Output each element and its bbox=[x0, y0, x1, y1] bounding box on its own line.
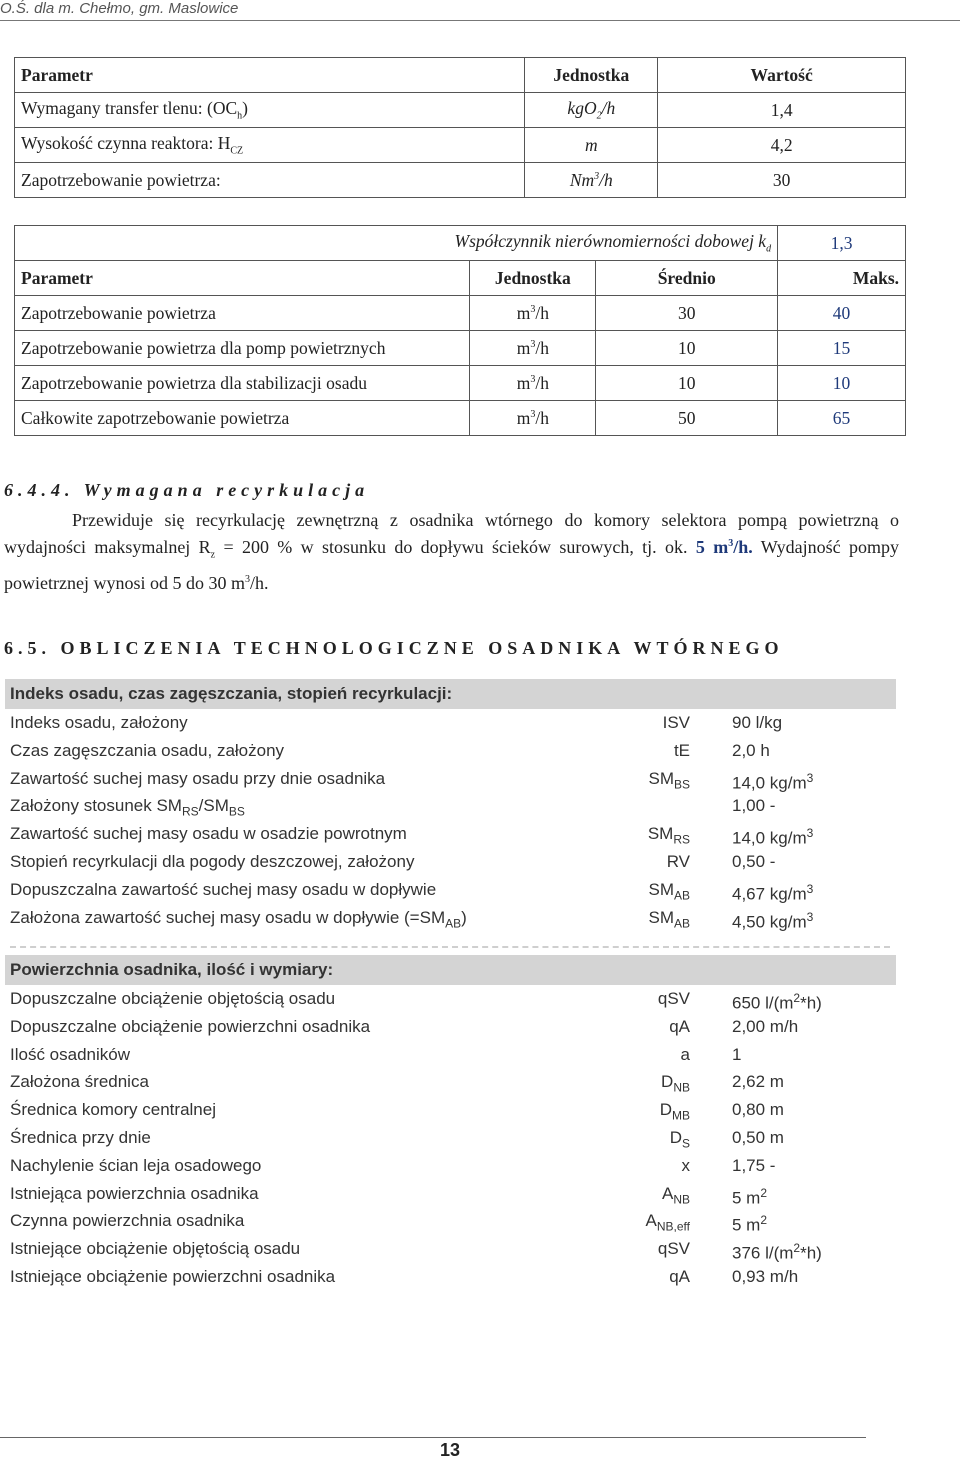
coefficient-value: 1,3 bbox=[778, 226, 906, 261]
list-item: Stopień recyrkulacji dla pogody deszczowej, założony RV 0,50 - bbox=[10, 851, 776, 871]
sheet-title: Powierzchnia osadnika, ilość i wymiary: bbox=[5, 955, 896, 985]
table-row bbox=[15, 331, 906, 366]
param-cell: Wymagany transfer tlenu: $(OC_h)$ bbox=[15, 93, 525, 128]
param-cell: Wysokość czynna reaktora: $H_{CZ}$ bbox=[15, 128, 525, 163]
table-row bbox=[15, 401, 906, 436]
param-cell: Zapotrzebowanie powietrza dla pomp powietrznych bbox=[15, 331, 470, 366]
param-cell: Całkowite zapotrzebowanie powietrza bbox=[15, 401, 470, 436]
list-item: Istniejące obciążenie objętością osadu qSV 376 $l/(m^2*h)$ bbox=[10, 1239, 822, 1263]
value-cell: 30 bbox=[658, 163, 906, 198]
sludge-index-sheet bbox=[5, 679, 896, 931]
list-item: Czynna powierzchnia osadnika $A_{NB,eff}$ 5 $m^2$ bbox=[10, 1211, 768, 1236]
list-item: Czas zagęszczania osadu, założony tE 2,0 h bbox=[10, 740, 770, 760]
col-header-unit: Jednostka bbox=[470, 261, 596, 296]
avg-cell: 10 bbox=[596, 366, 778, 401]
header-rule bbox=[0, 20, 960, 21]
col-header-value: Wartość bbox=[658, 58, 906, 93]
col-header-param: Parametr bbox=[15, 58, 525, 93]
air-demand-table bbox=[14, 225, 906, 436]
list-item: Zawartość suchej masy osadu w osadzie powrotnym $SM_{RS}$ 14,0 $kg/m^3$ bbox=[10, 824, 814, 848]
coefficient-label: Współczynnik nierównomierności dobowej $k_d$ bbox=[15, 226, 778, 261]
list-item: Średnica przy dnie $D_S$ 0,50 m bbox=[10, 1127, 784, 1151]
value-cell: 1,4 bbox=[658, 93, 906, 128]
footer-rule bbox=[0, 1437, 866, 1438]
col-header-unit: Jednostka bbox=[525, 58, 658, 93]
table-row bbox=[15, 296, 906, 331]
table-row bbox=[15, 93, 906, 128]
max-cell: 65 bbox=[778, 401, 906, 436]
col-header-avg: Średnio bbox=[596, 261, 778, 296]
table-header-row bbox=[15, 58, 906, 93]
highlight-flow: 5 $m^3/h$. bbox=[695, 537, 753, 557]
running-header: O.Ś. dla m. Chełmo, gm. Maslowice bbox=[0, 0, 239, 17]
max-cell: 10 bbox=[778, 366, 906, 401]
avg-cell: 50 bbox=[596, 401, 778, 436]
list-item: Założony stosunek $SM_{RS}/SM_{BS}$ 1,00 - bbox=[10, 796, 776, 819]
param-cell: Zapotrzebowanie powietrza dla stabilizacji osadu bbox=[15, 366, 470, 401]
param-cell: Zapotrzebowanie powietrza: bbox=[15, 163, 525, 198]
avg-cell: 10 bbox=[596, 331, 778, 366]
page-number: 13 bbox=[440, 1440, 461, 1460]
table-header-row bbox=[15, 261, 906, 296]
list-item: Indeks osadu, założony ISV 90 l/kg bbox=[10, 713, 783, 732]
max-cell: 40 bbox=[778, 296, 906, 331]
list-item: Istniejące obciążenie powierzchni osadnika qA 0,93 m/h bbox=[10, 1266, 799, 1286]
unit-cell: $m^3/h$ bbox=[470, 401, 596, 436]
list-item: Założona zawartość suchej masy osadu w dopływie $(=SM_{AB})$ $SM_{AB}$ 4,50 $kg/m^3$ bbox=[10, 907, 814, 932]
unit-cell: m bbox=[525, 128, 658, 163]
coefficient-row bbox=[15, 226, 906, 261]
max-cell: 15 bbox=[778, 331, 906, 366]
unit-cell: $m^3/h$ bbox=[470, 296, 596, 331]
col-header-param: Parametr bbox=[15, 261, 470, 296]
list-item: Dopuszczalne obciążenie powierzchni osadnika qA 2,00 m/h bbox=[10, 1016, 799, 1036]
list-item: Średnica komory centralnej $D_{MB}$ 0,80 m bbox=[10, 1100, 784, 1123]
divider bbox=[10, 946, 890, 948]
list-item: Istniejąca powierzchnia osadnika $A_{NB}$ 5 $m^2$ bbox=[10, 1183, 768, 1208]
unit-cell: $m^3/h$ bbox=[470, 331, 596, 366]
table-row bbox=[15, 163, 906, 198]
unit-cell: kgO$_2$/h bbox=[525, 93, 658, 128]
unit-cell: Nm$^3$/h bbox=[525, 163, 658, 198]
param-cell: Zapotrzebowanie powietrza bbox=[15, 296, 470, 331]
list-item: Dopuszczalne obciążenie objętością osadu qSV 650 $l/(m^2*h)$ bbox=[10, 989, 822, 1013]
unit-cell: $m^3/h$ bbox=[470, 366, 596, 401]
list-item: Nachylenie ścian leja osadowego x 1,75 - bbox=[10, 1155, 776, 1175]
list-item: Ilość osadników a 1 bbox=[10, 1044, 742, 1064]
sheet-title: Indeks osadu, czas zagęszczania, stopień recyrkulacji: bbox=[5, 679, 896, 709]
list-item: Zawartość suchej masy osadu przy dnie osadnika $SM_{BS}$ 14,0 $kg/m^3$ bbox=[10, 768, 814, 793]
table-row bbox=[15, 128, 906, 163]
section-heading-recirculation: 6.4.4. Wymagana recyrkulacja bbox=[4, 480, 370, 500]
value-cell: 4,2 bbox=[658, 128, 906, 163]
oxygen-params-table bbox=[14, 57, 906, 198]
table-row bbox=[15, 366, 906, 401]
section-heading-secondary-clarifier: 6.5. OBLICZENIA TECHNOLOGICZNE OSADNIKA WTÓRNEGO bbox=[4, 638, 784, 658]
list-item: Założona średnica $D_{NB}$ 2,62 m bbox=[10, 1072, 784, 1095]
recirculation-paragraph: Przewiduje się recyrkulację zewnętrzną z osadnika wtórnego do komory selektora pompą powietrzną o wydajności maksymalnej $R_z = 200$ % w stosunku do dopływu ścieków surowych, tj. ok. 5 $m^3/h$. Wydajność pompy powietrznej wynosi od 5 do 30 $m^3/h$. bbox=[4, 510, 899, 593]
clarifier-surface-sheet bbox=[5, 955, 896, 1291]
col-header-max: Maks. bbox=[778, 261, 906, 296]
avg-cell: 30 bbox=[596, 296, 778, 331]
list-item: Dopuszczalna zawartość suchej masy osadu w dopływie $SM_{AB}$ 4,67 $kg/m^3$ bbox=[10, 879, 814, 904]
